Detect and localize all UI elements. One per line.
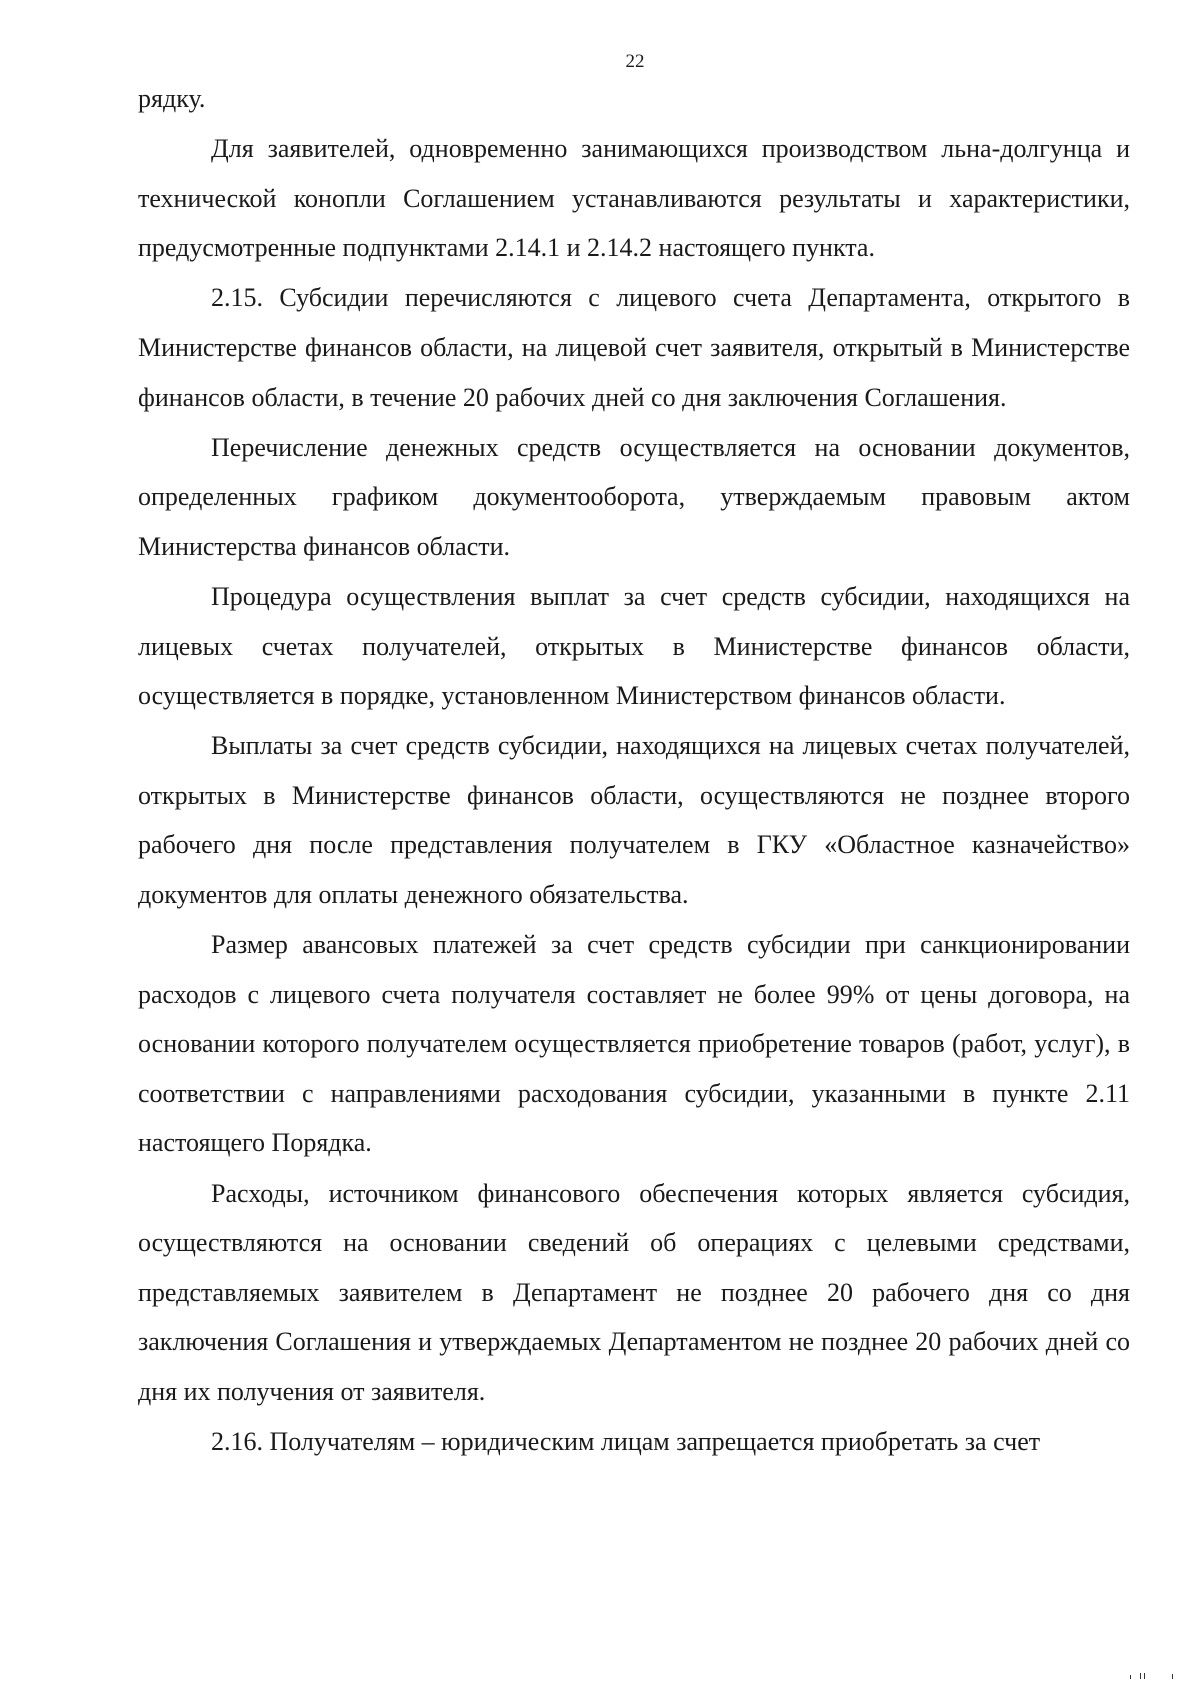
paragraph-expenses: Расходы, источником финансового обеспечения которых является субсидия, осуществляются на основании сведений об операциях с целевыми средствами, представляемых заявителем в Департамент не позднее 20 рабочего дня со дня заключения Соглашения и утверждаемых Департаментом не позднее 20 рабочих дней со дня их получения от заявителя. [138,1178,1130,1406]
paragraph-2-16-prohibition: 2.16. Получателям – юридическим лицам запрещается приобретать за счет [211,1427,1041,1457]
paragraph-advance-payments: Размер авансовых платежей за счет средств субсидии при санкционировании расходов с лицевого счета получателя составляет не более 99% от цены договора, на основании которого получателем осуществляется приобретение товаров (работ, услуг), в соответствии с направлениями расходования субсидии, указанными в пункте 2.11 настоящего Порядка. [138,930,1130,1158]
document-body [138,74,1130,1467]
paragraph-results-characteristics: Для заявителей, одновременно занимающихся производством льна-долгунца и технической конопли Соглашением устанавливаются результаты и характеристики, предусмотренные подпунктами 2.14.1 и 2.14.2 настоящего пункта. [138,134,1130,263]
scan-edge-marks [1120,1673,1180,1679]
paragraph-continuation: рядку. [138,84,206,113]
paragraph-payment-procedure: Процедура осуществления выплат за счет средств субсидии, находящихся на лицевых счетах получателей, открытых в Министерстве финансов области, осуществляется в порядке, установленном Министерством финансов области. [138,581,1130,711]
paragraph-transfer-documents: Перечисление денежных средств осуществляется на основании документов, определенных графиком документооборота, утверждаемым правовым актом Министерства финансов области. [138,432,1130,561]
page-number: 22 [625,51,645,72]
paragraph-2-15-transfer: 2.15. Субсидии перечисляются с лицевого счета Департамента, открытого в Министерстве финансов области, на лицевой счет заявителя, открытый в Министерстве финансов области, в течение 20 рабочих дней со дня заключения Соглашения. [138,283,1130,412]
paragraph-payment-deadline: Выплаты за счет средств субсидии, находящихся на лицевых счетах получателей, открытых в Министерстве финансов области, осуществляются не позднее второго рабочего дня после представления получателем в ГКУ «Областное казначейство» документов для оплаты денежного обязательства. [138,731,1130,909]
